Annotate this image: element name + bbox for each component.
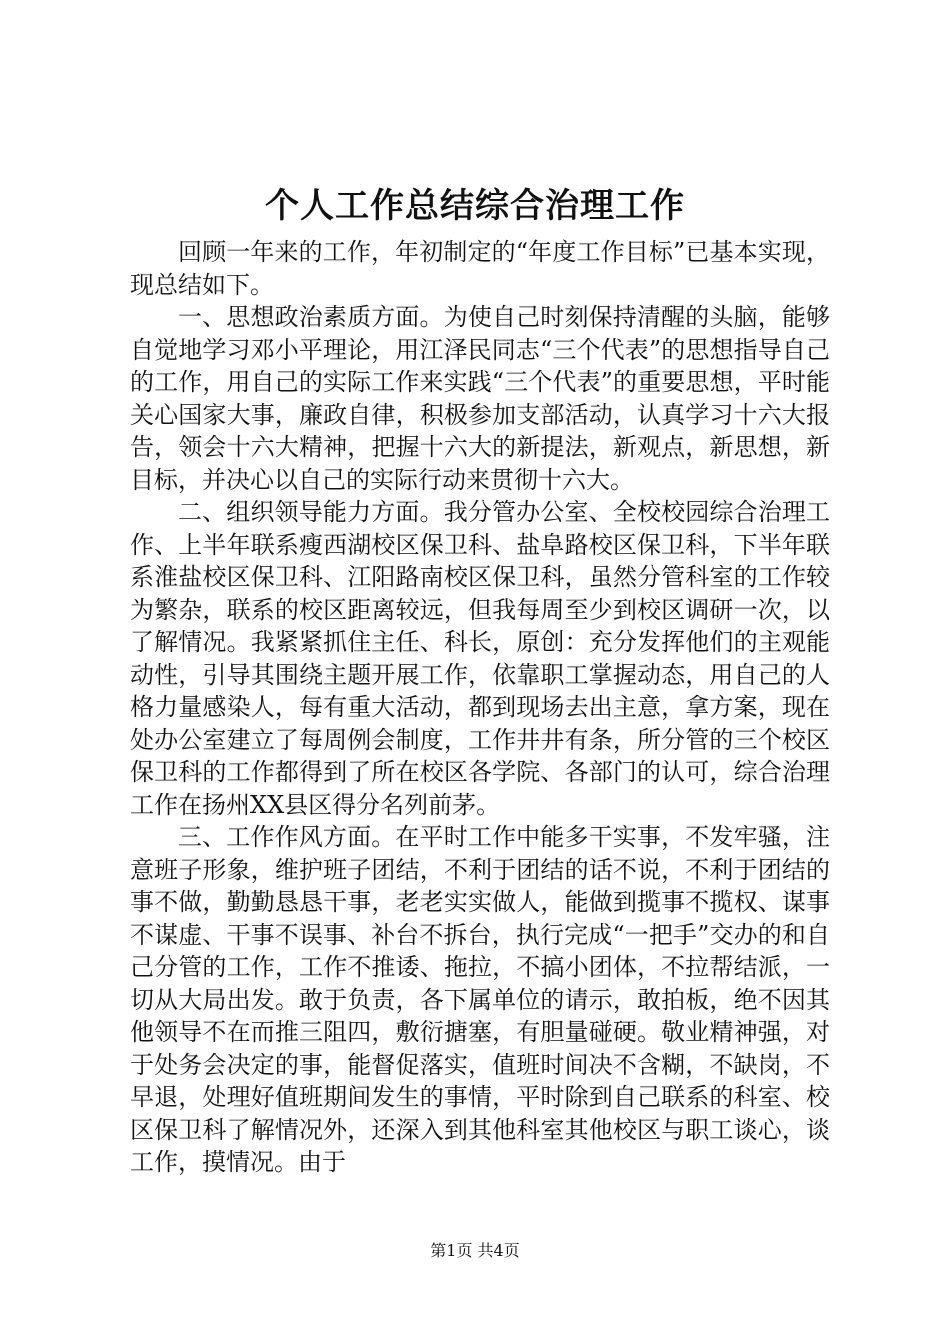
paragraph-leadership-ability: 二、组织领导能力方面。我分管办公室、全校校园综合治理工作、上半年联系瘦西湖校区保卫科、盐阜路校区保卫科，下半年联系淮盐校区保卫科、江阳路南校区保卫科，虽然分管科室的工作较为繁杂，联系的校区距离较远，但我每周至少到校区调研一次，以了解情况。我紧紧抓住主任、科长，原创：充分发挥他们的主观能动性，引导其围绕主题开展工作，依靠职工掌握动态，用自己的人格力量感染人，每有重大活动，都到现场去出主意，拿方案，现在处办公室建立了每周例会制度，工作井井有条，所分管的三个校区保卫科的工作都得到了所在校区各学院、各部门的认可，综合治理工作在扬州XX县区得分名列前茅。 [130,498,830,819]
page-footer: 第1页 共4页 [430,1241,520,1260]
document-title: 个人工作总结综合治理工作 [265,186,685,226]
paragraph-intro: 回顾一年来的工作，年初制定的“年度工作目标”已基本实现，现总结如下。 [130,238,830,299]
paragraph-work-style: 三、工作作风方面。在平时工作中能多干实事，不发牢骚，注意班子形象，维护班子团结，不利于团结的话不说，不利于团结的事不做，勤勤恳恳干事，老老实实做人，能做到揽事不揽权、谋事不谋虚、干事不误事、补台不拆台，执行完成“一把手”交办的和自己分管的工作，工作不推诿、拖拉，不搞小团体，不拉帮结派，一切从大局出发。敢于负责，各下属单位的请示，敢拍板，绝不因其他领导不在而推三阻四，敷衍搪塞，有胆量碰硬。敬业精神强，对于处务会决定的事，能督促落实，值班时间决不含糊，不缺岗，不早退，处理好值班期间发生的事情，平时除到自己联系的科室、校区保卫科了解情况外，还深入到其他科室其他校区与职工谈心，谈工作，摸情况。由于 [130,823,830,1176]
paragraph-political-quality: 一、思想政治素质方面。为使自己时刻保持清醒的头脑，能够自觉地学习邓小平理论，用江泽民同志“三个代表”的思想指导自己的工作，用自己的实际工作来实践“三个代表”的重要思想，平时能关心国家大事，廉政自律，积极参加支部活动，认真学习十六大报告，领会十六大精神，把握十六大的新提法，新观点，新思想，新目标，并决心以自己的实际行动来贯彻十六大。 [130,303,830,494]
document-body [130,236,830,1179]
